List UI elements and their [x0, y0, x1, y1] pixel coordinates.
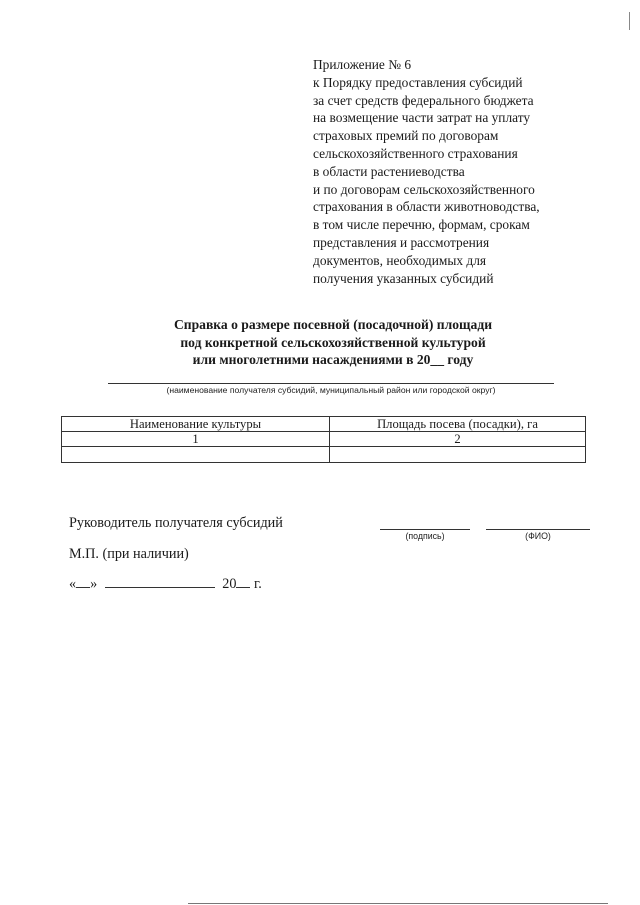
recipient-name-line [108, 383, 554, 384]
appendix-line: представления и рассмотрения [313, 234, 490, 250]
appendix-line: документов, необходимых для [313, 252, 487, 268]
document-title [0, 316, 640, 369]
appendix-line: за счет средств федерального бюджета [313, 92, 534, 108]
column-number-2: 2 [330, 432, 586, 447]
table-row [62, 447, 586, 463]
year-prefix: 20 [222, 576, 237, 592]
appendix-line: страховых премий по договорам [313, 128, 499, 144]
manager-label: Руководитель получателя субсидий [69, 515, 283, 531]
full-name-caption: (ФИО) [525, 531, 551, 541]
crop-area-table [61, 416, 586, 463]
year-suffix: г. [254, 576, 262, 592]
day-blank [76, 575, 90, 588]
header-crop-name: Наименование культуры [62, 417, 330, 432]
title-line: или многолетними насаждениями в 20__ году [192, 352, 474, 367]
header-area: Площадь посева (посадки), га [330, 417, 586, 432]
date-row [69, 575, 262, 593]
appendix-line: в том числе перечню, формам, срокам [313, 217, 530, 233]
title-line: Справка о размере посевной (посадочной) площади [173, 317, 493, 332]
title-line: под конкретной сельскохозяйственной культурой [180, 334, 486, 350]
scan-edge-line [188, 903, 608, 904]
appendix-line: Приложение № 6 [313, 57, 412, 72]
date-close-quote: » [90, 576, 98, 592]
date-open-quote: « [69, 576, 77, 592]
full-name-line [486, 529, 590, 530]
signature-line [380, 529, 470, 530]
signature-caption: (подпись) [405, 531, 445, 541]
recipient-name-caption: (наименование получателя субсидий, муниципальный район или городской округ) [166, 385, 496, 395]
appendix-block [313, 56, 613, 287]
stamp-label: М.П. (при наличии) [69, 546, 189, 562]
appendix-line: в области растениеводства [313, 163, 465, 179]
year-blank [236, 575, 250, 588]
appendix-line: на возмещение части затрат на уплату [313, 110, 531, 126]
appendix-line: к Порядку предоставления субсидий [313, 74, 523, 90]
column-number-1: 1 [62, 432, 330, 447]
appendix-line: страхования в области животноводства, [313, 199, 540, 215]
month-blank [105, 575, 215, 588]
appendix-line: получения указанных субсидий [313, 270, 494, 286]
appendix-line: и по договорам сельскохозяйственного [313, 181, 535, 197]
table-cell-area[interactable] [330, 447, 586, 463]
table-header-row [62, 417, 586, 432]
appendix-line: сельскохозяйственного страхования [313, 145, 518, 161]
scan-edge-mark [629, 12, 630, 30]
table-number-row [62, 432, 586, 447]
table-cell-crop[interactable] [62, 447, 330, 463]
